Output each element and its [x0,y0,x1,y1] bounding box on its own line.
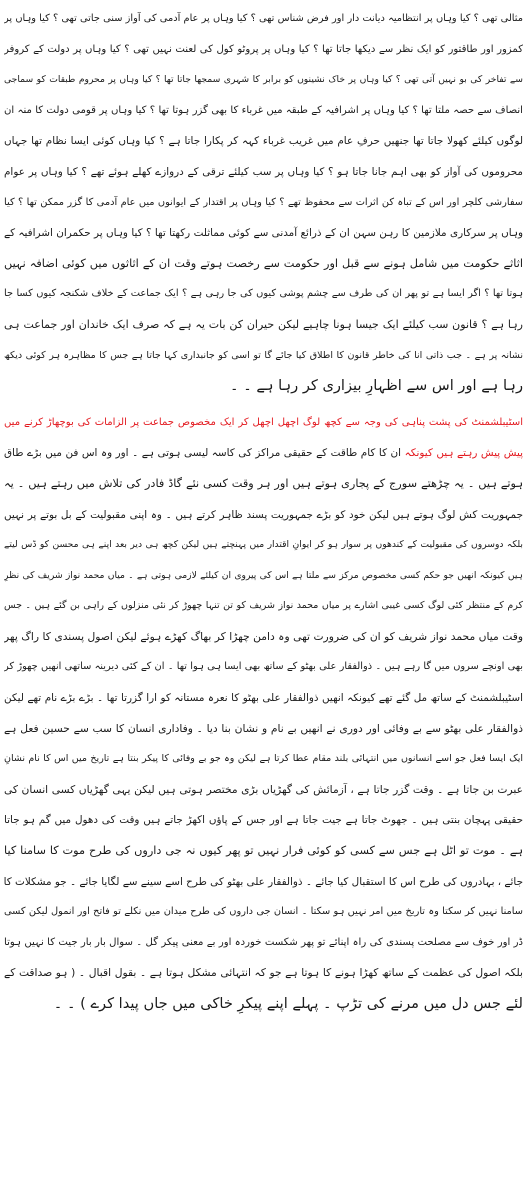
text-line: محروموں کی آواز کو بھی اہم جانا جاتا ہو ؟ کیا وہاں پر سب کیلئے ترقی کے دروازے کھلے ہوئے تھے ؟ کیا وہاں پر عوام [4,165,523,178]
text-line: اثاثے حکومت میں شامل ہونے سے قبل اور حکومت سے رخصت ہوتے وقت ان کے اثاثوں میں کوئی اضافہ نہیں [4,256,523,270]
text-line: وقت میاں محمد نواز شریف کو ان کی ضرورت تھی وہ دامن چھڑا کر بھاگ کھڑے ہوئے لیکن اصول پسندی کا راگ پھر [4,629,523,643]
text-line: نشانہ پر ہے ۔ جب ذاتی انا کی خاطر قانون کا اطلاق کیا جائے گا تو اسی کو جانبداری کہا جاتا ہے جس کا مظاہرہ ہر کوئی دیکھ [4,349,523,361]
paragraph-establishment [4,408,523,1020]
text-line: رہا ہے ؟ قانون سب کیلئے ایک جیسا ہونا چاہیے لیکن حیران کن بات یہ ہے کہ صرف ایک خاندان اور جماعت ہی [4,317,523,331]
text-line: سامنا نہیں کر سکتا وہ تاریخ میں امر نہیں ہو سکتا ۔ انسان جی داروں کی طرح میدان میں نکلے تو فاتح اور انمول لیکن کسی [4,906,523,918]
text-line: جائے ، بہادروں کی طرح اس کا استقبال کیا جائے ۔ ذوالفقار علی بھٹو کی طرح اسے سینے سے لگایا جائے ۔ جو مشکلات کا [4,875,523,888]
mixed-line [4,438,523,469]
text-line: مثالی تھی ؟ کیا وہاں پر انتظامیہ دیانت دار اور فرض شناس تھی ؟ کیا وہاں پر عام آدمی کی آواز سنی جاتی تھی ؟ کیا وہاں پر [4,13,523,24]
text-line: سفارشی کلچر اور اس کے تباہ کن اثرات سے محفوظ تھے ؟ کیا وہاں پر اقتدار کے ایوانوں میں عام آدمی کا گزر ممکن تھا ؟ کیا [4,196,523,208]
text-line: ڈر اور خوف سے مصلحت پسندی کی راہ اپنائے تو پھر شکست خوردہ اور بے معنی پیکر گل ۔ سوال بار بار جیت کا نہیں ہوتا [4,936,523,948]
text-line: ذوالفقار علی بھٹو سے بے وفائی اور دوری نے انھیں بے نام و نشان بنا دیا ۔ وفاداری انسان کا سب سے حسین فعل ہے [4,721,523,735]
text-line: رہا ہے اور اس سے اظہارِ بیزاری کر رہا ہے ۔ ۔ [230,377,523,395]
highlighted-line: اسٹیبلشمنٹ کی پشت پناہی کی وجہ سے کچھ لوگ اچھل اچھل کر ایک مخصوص جماعت پر الزامات کی بوچھاڑ کرنے میں [4,416,523,428]
text-line: کمزور اور طاقتور کو ایک نظر سے دیکھا جاتا تھا ؟ کیا وہاں پر پروٹو کول کی لعنت نہیں تھی ؟ کیا وہاں پر دولت کے کروفر [4,43,523,55]
text-line: سے تفاخر کی بو نہیں آتی تھی ؟ کیا وہاں پر خاک نشینوں کو برابر کا شہری سمجھا جاتا تھا ؟ کیا وہاں پر محروم طبقات کو سماجی [4,74,523,86]
text-line: جمہوریت کش لوگ ہوتے ہیں لیکن خود کو بڑے جمہوریت پسند ظاہر کرتے ہیں ۔ وہ اپنی مقبولیت کے بل بوتے پر نہیں [4,508,523,521]
highlighted-text: پیش پیش رہتے ہیں کیونکہ [404,447,523,460]
text-span: ان کا کام طاقت کے حقیقی مراکز کی کاسہ لیسی ہوتی ہے ۔ اور وہ اس فن میں بڑے طاق [4,447,405,460]
text-line: بلکہ دوسروں کی مقبولیت کے کندھوں پر سوار ہو کر ایوانِ اقتدار میں پہنچتے ہیں لیکن کچھ ہی دیر بعد اپنے ہی محسن کو ڈس لیتے [4,539,523,551]
text-line: ہے ۔ موت تو اٹل ہے جس سے کسی کو کوئی فرار نہیں تو پھر کیوں نہ جی داروں کی طرح موت کا سامنا کیا [4,844,523,858]
text-line: ہوتا تھا ؟ اگر ایسا ہے تو پھر ان کی طرف سے چشم پوشی کیوں کی جا رہی ہے ؟ ایک جماعت کے خلاف شکنجہ کیوں کسا جا [4,288,523,300]
text-line: لئے جس دل میں مرنے کی تڑپ ۔ پہلے اپنے پیکرِ خاکی میں جاں پیدا کرے ) ۔ ۔ [53,995,523,1012]
text-line: وہاں پر سرکاری ملازمین کا رہن سہن ان کے ذرائع آمدنی سے کوئی مماثلت رکھتا تھا ؟ کیا وہاں پر حکمران اشرافیہ کے [4,227,523,240]
text-line: کرم کے منتظر کئی لوگ کسی غیبی اشارے پر میاں محمد نواز شریف کو تن تنہا چھوڑ کر نئی منزلوں کے راہی بن گئے ہیں ۔ جس [4,600,523,612]
text-line: بھی اونچے سروں میں گا رہے ہیں ۔ ذوالفقار علی بھٹو کے ساتھ بھی ایسا ہی ہوا تھا ۔ ان کے کئی دیرینہ ساتھی انھیں چھوڑ کر [4,661,523,673]
text-line: حقیقی پہچان بنتی ہیں ۔ جھوٹ جاتا ہے جیت جاتا ہے اور جس کے پاؤں اکھڑ جاتے ہیں وقت کی دھول میں گم ہو جاتا [4,814,523,827]
text-line: ایک ایسا فعل جو اسے انسانوں میں انتہائی بلند مقام عطا کرتا ہے لیکن وہ جو بے وفائی کا پیکر بنتا ہے تاریخ میں اس کا نام نشانِ [4,753,523,765]
text-line: انصاف سے حصہ ملتا تھا ؟ کیا وہاں پر اشرافیہ کے طبقہ میں غرباء کا بھی گزر ہوتا تھا ؟ کیا وہاں پر قومی دولت کا منہ ان [4,104,523,116]
text-line: عبرت بن جاتا ہے ۔ وقت گزر جاتا ہے ، آزمائش کی گھڑیاں بڑی مختصر ہوتی ہیں لیکن یہی گھڑیاں کسی انسان کی [4,782,523,796]
text-line: اسٹیبلشمنٹ کے ساتھ مل گئے تھے کیونکہ انھیں ذوالفقار علی بھٹو کا نعرہ مستانہ کو ارا گزرتا تھا ۔ بڑے بڑے نام تھے لیکن [4,692,523,705]
text-line: لوگوں کیلئے کھولا جاتا تھا جنھیں حرفِ عام میں غریب غرباء کہہ کر پکارا جاتا ہے ؟ کیا وہاں کوئی ایسا نظام تھا جہاں [4,135,523,148]
paragraph-questions [4,4,523,402]
text-line: بلکہ اصول کی عظمت کے ساتھ کھڑا ہونے کا ہوتا ہے جو کہ انتہائی مشکل ہوتا ہے ۔ بقول اقبال ۔ ( ہو صداقت کے [4,966,523,980]
text-line: ہیں کیونکہ انھیں جو حکم کسی مخصوص مرکز سے ملتا ہے اس کی پیروی ان کیلئے لازمی ہوتی ہے ۔ میاں محمد نواز شریف کی نظرِ [4,569,523,581]
text-line: ہوتے ہیں ۔ یہ چڑھتے سورج کے پجاری ہوتے ہیں اور ہر وقت کسی نئے گاڈ فادر کی تلاش میں رہتے ہیں ۔ یہ [4,476,523,490]
